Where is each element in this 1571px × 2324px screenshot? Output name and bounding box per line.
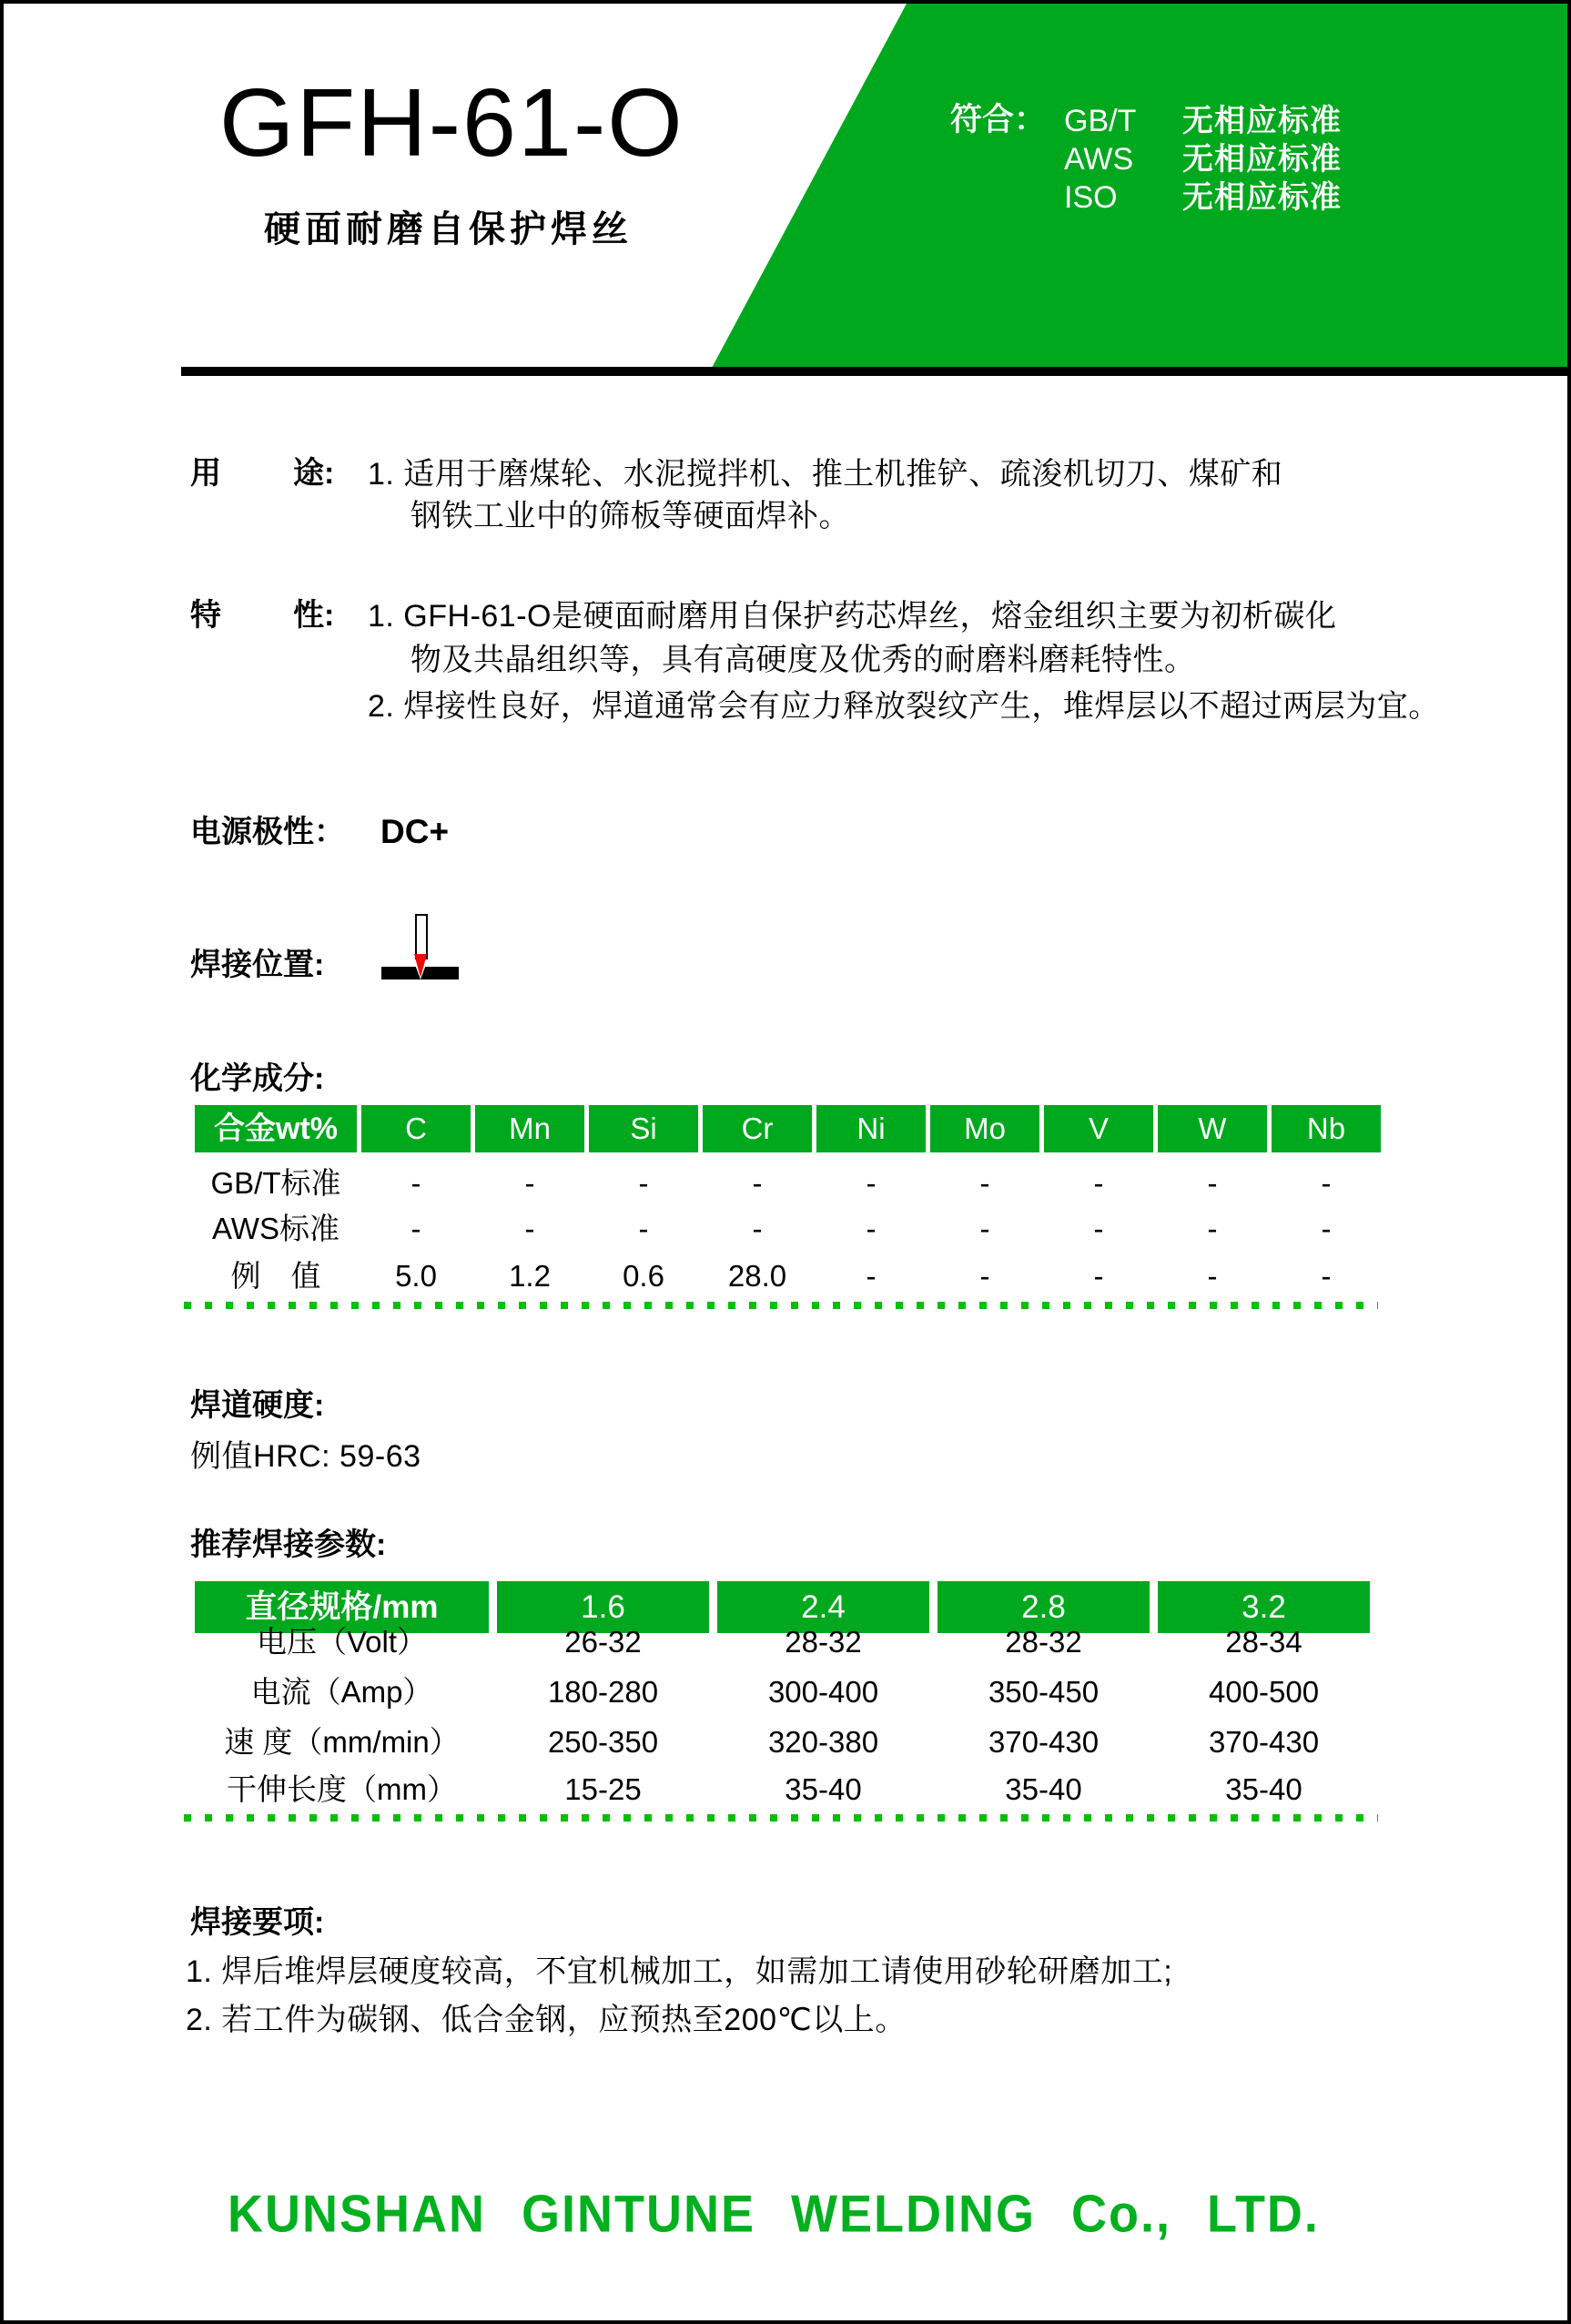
param-col-header: 2.8 bbox=[938, 1581, 1150, 1633]
chem-col-header: W bbox=[1158, 1105, 1267, 1152]
weld-position-label: 焊接位置: bbox=[190, 948, 325, 982]
table-row bbox=[195, 1721, 1370, 1763]
chem-col-header: Mn bbox=[475, 1105, 584, 1152]
chem-col-header: 合金wt% bbox=[195, 1105, 357, 1152]
cell: - bbox=[638, 1212, 649, 1245]
cell: - bbox=[524, 1166, 535, 1200]
cell: 28-34 bbox=[1225, 1625, 1302, 1659]
cell: - bbox=[1321, 1259, 1332, 1293]
traits-label-char: 性: bbox=[293, 598, 335, 633]
chem-col-header: C bbox=[361, 1105, 471, 1152]
cell: - bbox=[752, 1212, 763, 1245]
polarity-label: 电源极性： bbox=[190, 815, 345, 849]
hardness-heading: 焊道硬度: bbox=[190, 1388, 325, 1423]
traits-label-char: 特 bbox=[190, 598, 221, 633]
cell: - bbox=[410, 1166, 421, 1200]
standard-status: 无相应标准 bbox=[1182, 142, 1342, 177]
table-row bbox=[195, 1769, 1370, 1811]
cell: 35-40 bbox=[785, 1772, 862, 1806]
polarity-value: DC+ bbox=[380, 813, 450, 850]
page-subtitle: 硬面耐磨自保护焊丝 bbox=[264, 209, 633, 249]
cell: 300-400 bbox=[767, 1675, 879, 1709]
table-row bbox=[195, 1162, 1381, 1204]
chemistry-heading: 化学成分: bbox=[190, 1061, 325, 1096]
cell: - bbox=[866, 1212, 877, 1245]
cell: 28-32 bbox=[1005, 1625, 1082, 1659]
chem-col-header: Nb bbox=[1272, 1105, 1381, 1152]
cell: - bbox=[1321, 1212, 1332, 1245]
row-label: 速 度（mm/min） bbox=[224, 1725, 460, 1759]
cell: - bbox=[979, 1212, 990, 1245]
cell: 26-32 bbox=[564, 1625, 642, 1659]
cell: - bbox=[410, 1212, 421, 1245]
dotted-separator bbox=[184, 1302, 1378, 1309]
traits-line: 1. GFH-61-O是硬面耐磨用自保护药芯焊丝，熔金组织主要为初析碳化 bbox=[368, 599, 1337, 634]
standard-code: GB/T bbox=[1064, 104, 1137, 138]
traits-line: 2. 焊接性良好，焊道通常会有应力释放裂纹产生，堆焊层以不超过两层为宜。 bbox=[368, 689, 1440, 724]
row-label: AWS标准 bbox=[212, 1212, 340, 1245]
cell: - bbox=[979, 1166, 990, 1200]
electrode-rod bbox=[415, 914, 428, 959]
chem-col-header: Si bbox=[589, 1105, 698, 1152]
param-col-header: 1.6 bbox=[497, 1581, 709, 1633]
cell: - bbox=[1207, 1166, 1218, 1200]
cell: 1.2 bbox=[509, 1259, 551, 1293]
header-divider bbox=[181, 367, 1567, 376]
cell: - bbox=[1093, 1212, 1104, 1245]
table-row bbox=[195, 1255, 1381, 1297]
cell: - bbox=[1207, 1212, 1218, 1245]
row-label: 例 值 bbox=[230, 1259, 321, 1293]
cell: 15-25 bbox=[564, 1772, 642, 1806]
row-label: 电压（Volt） bbox=[256, 1625, 428, 1659]
usage-line: 1. 适用于磨煤轮、水泥搅拌机、推土机推铲、疏浚机切刀、煤矿和 bbox=[368, 457, 1283, 492]
cell: 35-40 bbox=[1005, 1772, 1082, 1806]
param-col-header: 3.2 bbox=[1158, 1581, 1370, 1633]
company-name: KUNSHAN GINTUNE WELDING Co., LTD. bbox=[228, 2185, 1320, 2244]
cell: - bbox=[979, 1259, 990, 1293]
compliance-label: 符合： bbox=[950, 102, 1047, 137]
chem-col-header: V bbox=[1044, 1105, 1153, 1152]
cell: 35-40 bbox=[1225, 1772, 1302, 1806]
notes-line: 1. 焊后堆焊层硬度较高，不宜机械加工，如需加工请使用砂轮研磨加工; bbox=[186, 1954, 1173, 1989]
cell: - bbox=[752, 1166, 763, 1200]
cell: 370-430 bbox=[1208, 1725, 1320, 1759]
cell: - bbox=[1093, 1166, 1104, 1200]
cell: - bbox=[866, 1166, 877, 1200]
standard-status: 无相应标准 bbox=[1182, 180, 1342, 215]
table-row bbox=[195, 1671, 1370, 1713]
cell: - bbox=[1093, 1259, 1104, 1293]
row-label: 干伸长度（mm） bbox=[227, 1772, 457, 1806]
cell: - bbox=[638, 1166, 649, 1200]
chemistry-header-row bbox=[195, 1105, 1381, 1152]
standard-status: 无相应标准 bbox=[1182, 104, 1342, 138]
cell: 0.6 bbox=[623, 1259, 664, 1293]
cell: 28-32 bbox=[785, 1625, 862, 1659]
compliance-banner bbox=[712, 4, 1567, 368]
cell: 320-380 bbox=[767, 1725, 879, 1759]
electrode-tip bbox=[414, 954, 427, 978]
table-row bbox=[195, 1621, 1370, 1663]
row-label: 电流（Amp） bbox=[250, 1675, 433, 1709]
cell: - bbox=[1321, 1166, 1332, 1200]
table-row bbox=[195, 1208, 1381, 1250]
notes-heading: 焊接要项: bbox=[190, 1905, 325, 1940]
cell: 250-350 bbox=[547, 1725, 659, 1759]
usage-label-char: 途: bbox=[293, 456, 335, 491]
cell: - bbox=[866, 1259, 877, 1293]
cell: 400-500 bbox=[1208, 1675, 1320, 1709]
param-col-header: 直径规格/mm bbox=[195, 1581, 489, 1633]
cell: 180-280 bbox=[547, 1675, 659, 1709]
cell: 5.0 bbox=[395, 1259, 437, 1293]
chem-col-header: Mo bbox=[930, 1105, 1039, 1152]
parameters-heading: 推荐焊接参数: bbox=[190, 1527, 387, 1562]
cell: 28.0 bbox=[727, 1259, 787, 1293]
cell: 350-450 bbox=[988, 1675, 1100, 1709]
traits-line: 物及共晶组织等，具有高硬度及优秀的耐磨料磨耗特性。 bbox=[410, 643, 1196, 677]
param-col-header: 2.4 bbox=[717, 1581, 929, 1633]
hardness-value: 例值HRC: 59-63 bbox=[190, 1439, 421, 1474]
notes-line: 2. 若工件为碳钢、低合金钢，应预热至200℃以上。 bbox=[186, 2003, 907, 2037]
standard-code: AWS bbox=[1064, 142, 1134, 177]
cell: - bbox=[524, 1212, 535, 1245]
dotted-separator bbox=[184, 1814, 1378, 1822]
page-title: GFH-61-O bbox=[219, 69, 684, 177]
cell: 370-430 bbox=[988, 1725, 1100, 1759]
chem-col-header: Cr bbox=[703, 1105, 812, 1152]
cell: - bbox=[1207, 1259, 1218, 1293]
usage-label-char: 用 bbox=[190, 456, 221, 491]
usage-line: 钢铁工业中的筛板等硬面焊补。 bbox=[410, 499, 850, 533]
standard-code: ISO bbox=[1064, 180, 1118, 215]
chem-col-header: Ni bbox=[816, 1105, 926, 1152]
row-label: GB/T标准 bbox=[210, 1166, 341, 1200]
